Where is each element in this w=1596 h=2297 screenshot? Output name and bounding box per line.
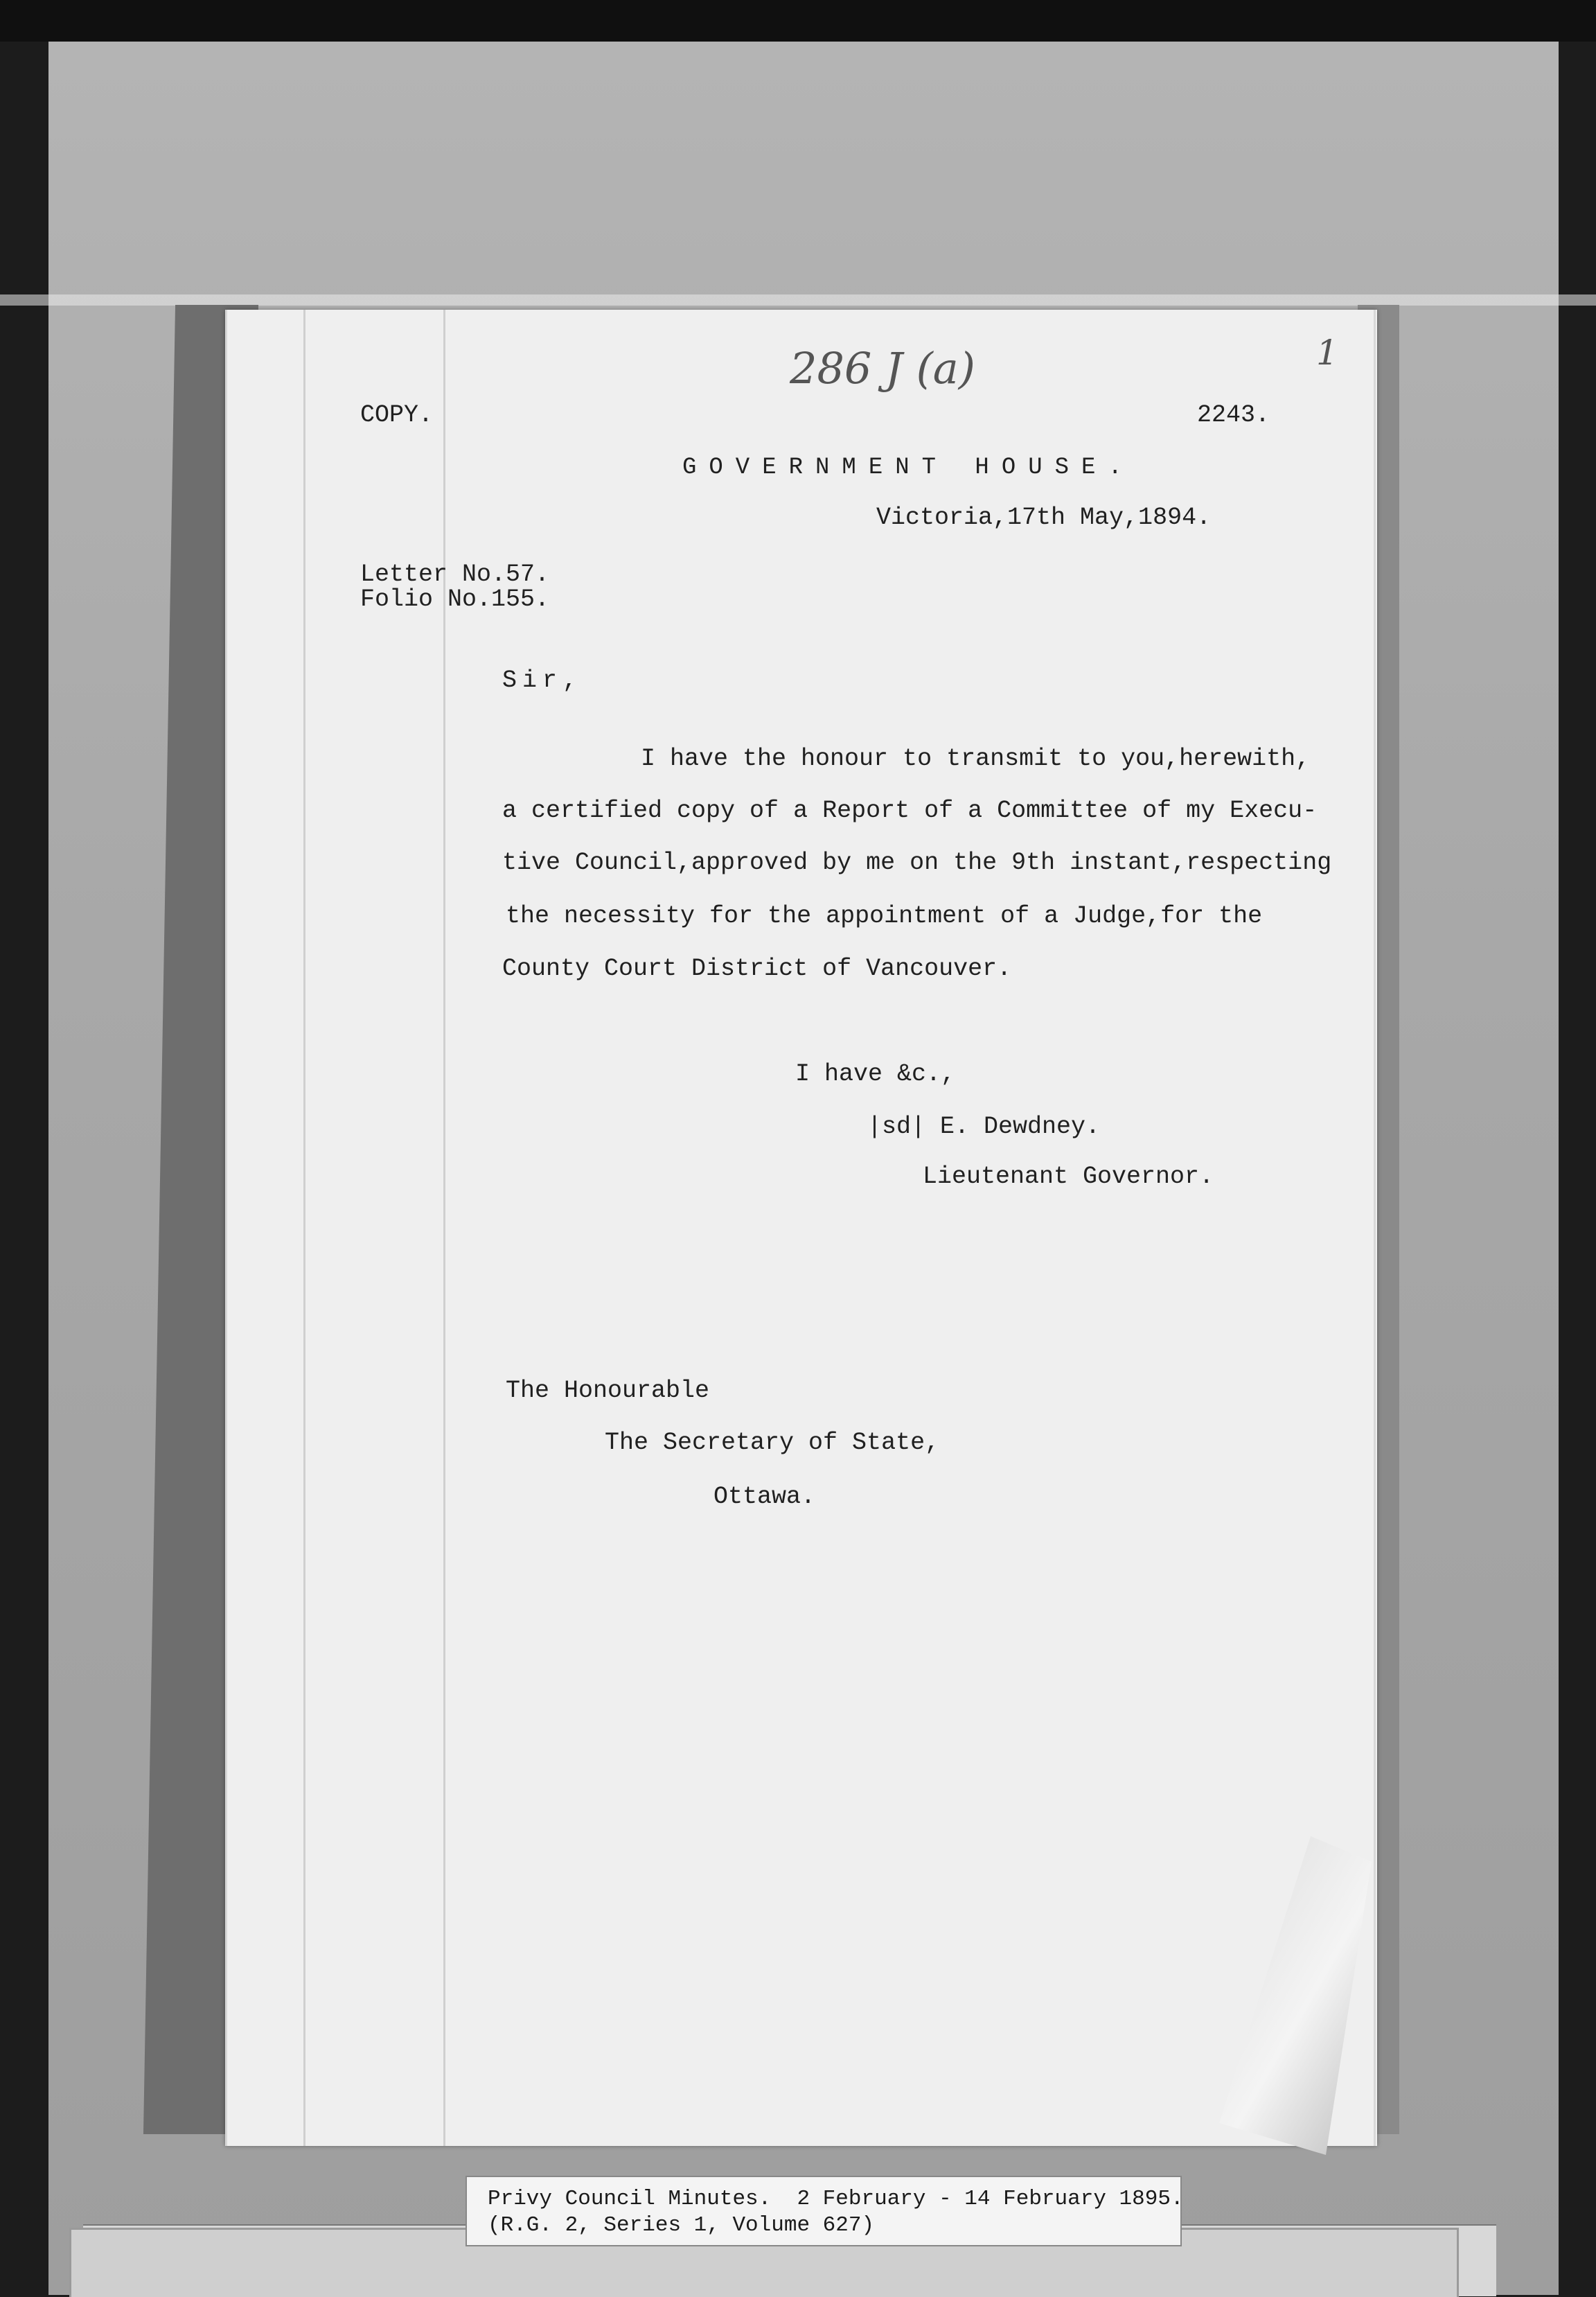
addressee-line: The Honourable bbox=[506, 1377, 710, 1405]
signer-title: Lieutenant Governor. bbox=[923, 1163, 1214, 1190]
body-line: the necessity for the appointment of a Judge,for the bbox=[506, 902, 1263, 930]
body-line: I have the honour to transmit to you,herewith, bbox=[641, 745, 1311, 773]
film-edge bbox=[0, 0, 1596, 42]
letter-number: Letter No.57. bbox=[360, 561, 550, 588]
handwritten-page-number: 1 bbox=[1316, 333, 1338, 373]
archive-label-title: Privy Council Minutes. 2 February - 14 February 1895. bbox=[488, 2187, 1184, 2211]
salutation: Sir, bbox=[502, 667, 583, 694]
closing: I have &c., bbox=[795, 1060, 956, 1088]
signature: |sd| E. Dewdney. bbox=[867, 1113, 1101, 1141]
page-edge-rule bbox=[1374, 310, 1376, 2146]
scan-band bbox=[0, 294, 1596, 306]
handwritten-reference: 286 J (a) bbox=[790, 343, 975, 394]
archive-label bbox=[466, 2176, 1182, 2246]
archive-label-reference: (R.G. 2, Series 1, Volume 627) bbox=[488, 2213, 875, 2237]
place-date: Victoria,17th May,1894. bbox=[876, 504, 1212, 531]
folio-number: Folio No.155. bbox=[360, 586, 550, 613]
body-line: County Court District of Vancouver. bbox=[502, 955, 1012, 983]
addressee-line: Ottawa. bbox=[713, 1483, 816, 1511]
letterhead: GOVERNMENT HOUSE. bbox=[682, 455, 1135, 481]
body-line: a certified copy of a Report of a Committee of my Execu- bbox=[502, 797, 1318, 825]
copy-label: COPY. bbox=[360, 401, 434, 429]
addressee-line: The Secretary of State, bbox=[605, 1429, 940, 1456]
document-number: 2243. bbox=[1197, 401, 1270, 429]
margin-rule bbox=[303, 310, 305, 2146]
body-line: tive Council,approved by me on the 9th instant,respecting bbox=[502, 849, 1332, 877]
